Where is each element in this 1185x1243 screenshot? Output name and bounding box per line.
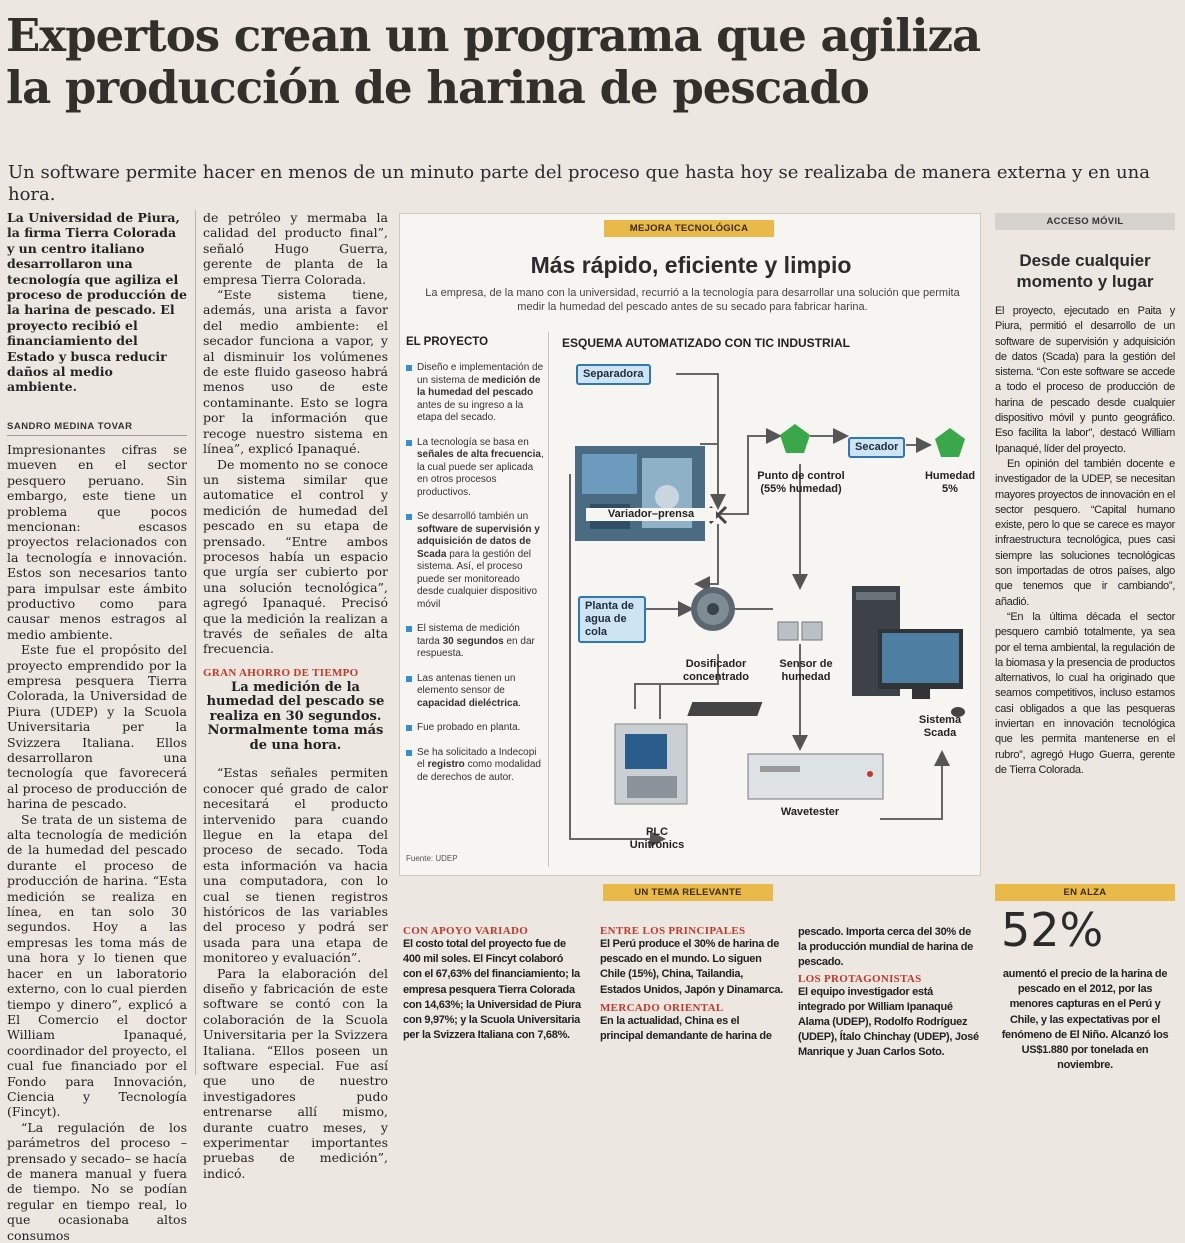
project-bullet: El sistema de medición tarda 30 segundos en dar respuesta. — [406, 623, 544, 661]
right-title: Desde cualquier momento y lugar — [1016, 251, 1154, 291]
node-plc-unitronics: PLC Unitronics — [629, 826, 685, 851]
infographic-box — [399, 213, 981, 876]
col2-paragraph: De momento no se conoce un sistema similar que automatice el control y medición de humedad del pescado en su etapa de prensado. “Entre ambos procesos había un espacio que urgía ser cubierto por una solución tecnológica”, agregó Ipanaqué. Precisó que la medición la realizan a través de señales de alta frecuencia. — [203, 456, 388, 657]
protagonistas-tag: LOS PROTAGONISTAS — [798, 972, 922, 985]
column-2-body-bottom — [203, 765, 388, 1181]
node-secador: Secador — [848, 437, 905, 458]
node-planta-agua-de-cola: Planta de agua de cola — [578, 596, 646, 643]
en-alza-block — [995, 884, 1175, 1073]
dosificador-icon — [691, 587, 735, 631]
protagonistas-text: El equipo investigador está integrado por William Ipanaqué Alama (UDEP), Rodolfo Rodríguez (UDEP), Ítalo Chinchay (UDEP), José Manrique y Juan Carlos Soto. — [798, 985, 979, 1059]
node-variador-prensa: Variador–prensa — [586, 508, 716, 521]
col1-paragraph: Impresionantes cifras se mueven en el sector pesquero peruano. Sin embargo, este tiene un problema que pocos mencionan: escasos proyectos relacionados con la tecnología e innovación. Estos son necesarios tanto para impulsar este ámbito productivo como para causar menos estragos al medio ambiente. — [7, 441, 187, 642]
tema-relevante-section — [399, 884, 981, 901]
infographic-tag: MEJORA TECNOLÓGICA — [604, 220, 774, 237]
node-dosificador: Dosificador concentrado — [682, 658, 749, 683]
right-tag: ACCESO MÓVIL — [995, 213, 1175, 230]
col1-paragraph: Este fue el propósito del proyecto emprendido por la empresa pesquera Tierra Colorada, la Universidad de Piura (UDEP) y la Scuola Universitaria per la Svizzera Italiana. Ellos desarrollaron una tecnología que favorecerá al proceso de producción de harina de pescado. — [7, 642, 187, 812]
lead-paragraph: La Universidad de Piura, la firma Tierra Colorada y un centro italiano desarrollaron una tecnología que agiliza el proceso de producción de la harina de pescado. El proyecto recibió el financiamiento del Estado y busca reducir daños al medio ambiente. — [7, 210, 187, 395]
infographic-source: Fuente: UDEP — [406, 854, 458, 863]
project-heading: EL PROYECTO — [406, 336, 489, 348]
principales-text: El Perú produce el 30% de harina de pescado en el mundo. Lo siguen Chile (15%), China, Tailandia, Estados Unidos, Japón y Dinamarca. — [600, 938, 783, 996]
node-sistema-scada: Sistema Scada — [918, 714, 962, 739]
project-bullet: Diseño e implementación de un sistema de medición de la humedad del pescado antes de su ingreso a la etapa del secado. — [406, 362, 544, 425]
en-alza-tag: EN ALZA — [995, 884, 1175, 901]
diagram-heading: ESQUEMA AUTOMATIZADO CON TIC INDUSTRIAL — [562, 336, 850, 350]
col2-paragraph: “Este sistema tiene, además, una arista a favor del medio ambiente: el secador funciona a vapor, y al disminuir los volúmenes de este fluido gaseoso habrá menos uso de este contaminante. Esto se logra por la información que recoge nuestro sistema en línea”, explicó Ipanaqué. — [203, 287, 388, 457]
apoyo-tag: CON APOYO VARIADO — [403, 925, 529, 937]
right-body — [995, 304, 1175, 778]
right-paragraph: En opinión del también docente e investigador de la UDEP, se necesitan mayores proyectos de innovación en el sector pesquero. “Capital humano existe, pero lo que se carece es mayor infraestructura tecnológica, pues casi siempre las soluciones tecnológicas son importadas de otros países, algo que tenemos que ir cambiando”, añadió. — [995, 457, 1175, 608]
principales-block — [600, 925, 785, 1044]
project-bullet: Las antenas tienen un elemento sensor de capacidad dieléctrica. — [406, 673, 544, 711]
protagonistas-block — [798, 925, 981, 1061]
column-1 — [7, 210, 187, 1243]
en-alza-text: aumentó el precio de la harina de pescado en el 2012, por las menores capturas en el Perú y Chile, y las expectativas por el fenómeno de El Niño. Alcanzó los US$1.880 por tonelada en noviembre. — [1001, 968, 1169, 1072]
right-column — [995, 213, 1175, 778]
variador-photo — [575, 446, 705, 541]
column-2-body-top — [203, 210, 388, 657]
infographic-title: Más rápido, eficiente y limpio — [530, 252, 852, 278]
project-bullet: La tecnología se basa en señales de alta frecuencia, la cual puede ser aplicada en otros procesos productivos. — [406, 437, 544, 500]
col2-paragraph: de petróleo y mermaba la calidad del producto final”, señaló Hugo Guerra, gerente de planta de la empresa Tierra Colorada. — [203, 210, 388, 287]
node-punto-de-control: Punto de control (55% humedad) — [757, 470, 845, 495]
column-1-body — [7, 442, 187, 1243]
column-divider — [195, 210, 196, 1075]
oriental-text-continued: pescado. Importa cerca del 30% de la producción mundial de harina de pescado. — [798, 926, 973, 969]
headline — [6, 10, 1181, 114]
node-sensor-humedad: Sensor de humedad — [779, 658, 833, 683]
principales-tag: ENTRE LOS PRINCIPALES — [600, 925, 746, 937]
node-separadora: Separadora — [576, 364, 651, 385]
node-humedad: Humedad 5% — [924, 470, 976, 495]
plc-device-icon — [615, 724, 687, 804]
tema-relevante-tag: UN TEMA RELEVANTE — [603, 884, 773, 901]
control-point-icon — [780, 424, 810, 453]
oriental-text: En la actualidad, China es el principal demandante de harina de — [600, 1014, 772, 1043]
headline-line-2: la producción de harina de pescado — [6, 61, 869, 114]
project-bullet: Se ha solicitado a Indecopi el registro como modalidad de derechos de autor. — [406, 747, 544, 785]
project-bullet: Se desarrolló también un software de supervisión y adquisición de datos de Scada para la gestión del sistema. Así, el proceso puede ser monitoreado desde cualquier dispositivo móvil — [406, 511, 544, 611]
pull-quote — [203, 667, 388, 754]
pull-quote-tag: GRAN AHORRO DE TIEMPO — [203, 666, 359, 679]
col2-paragraph: Para la elaboración del diseño y fabricación de este software se contó con la colaboración de la Scuola Universitaria per la Svizzera Italiana. “Ellos poseen un software especial. Fue así que uno de nuestro investigadores pudo entrenarse allí mismo, durante cuatro meses, y experimentar importantes pruebas de medición”, indicó. — [203, 965, 388, 1181]
humidity-output-icon — [935, 428, 965, 457]
wavetester-device-icon — [748, 754, 883, 799]
column-2 — [203, 210, 388, 1181]
infographic-intro: La empresa, de la mano con la universidad, recurrió a la tecnología para desarrollar una solución que permita medir la humedad del pescado antes de su secado para fabricar harina. — [425, 287, 960, 313]
col1-paragraph: “La regulación de los parámetros del proceso –prensado y secado– se hacía de manera manual y fuera de tiempo. No se podían regular en tiempo real, lo que ocasionaba altos consumos — [7, 1119, 187, 1243]
byline: SANDRO MEDINA TOVAR — [7, 421, 187, 436]
pull-quote-text: La medición de la humedad del pescado se realiza en 30 segundos. Normalmente toma más de una hora. — [206, 679, 385, 753]
col2-paragraph: “Estas señales permiten conocer qué grado de calor necesitará el producto intervenido para cuando llegue en la etapa del proceso de secado. Toda esta información va hacia una computadora, con lo cual se tienen registros históricos de las variables del proceso y podrá ser usada para una etapa de monitoreo y evaluación”. — [203, 765, 388, 966]
node-wavetester: Wavetester — [780, 806, 840, 818]
process-diagram — [400, 214, 982, 877]
col1-paragraph: Se trata de un sistema de alta tecnología de medición de la humedad del pescado durante el proceso de producción de harina. “Esta medición se realiza en línea, en tan solo 30 segundos. Hoy a las empresas les toma más de una hora y lo tienen que hacer en un laboratorio externo, con lo cual pierden tiempo y dinero”, explicó a El Comercio el doctor William Ipanaqué, coordinador del proyecto, el cual fue financiado por el Fondo para Innovación, Ciencia y Tecnología (Fincyt). — [7, 811, 187, 1120]
oriental-tag: MERCADO ORIENTAL — [600, 1001, 724, 1014]
apoyo-block — [403, 925, 583, 1043]
right-paragraph: El proyecto, ejecutado en Paita y Piura, permitió el desarrollo de un software de supervisión y adquisición de datos (Scada) para la gestión del sistema. “Con este software se accede a todo el proceso de producción de harina de pescado desde cualquier dispositivo móvil y punto geográfico. Eso facilita la labor”, destacó William Ipanaqué, líder del proyecto. — [995, 305, 1175, 455]
subhead: Un software permite hacer en menos de un minuto parte del proceso que hasta hoy se realizaba de manera externa y en una hora. — [8, 162, 1150, 205]
project-bullet: Fue probado en planta. — [406, 722, 544, 735]
headline-line-1: Expertos crean un programa que agiliza — [6, 9, 981, 62]
right-paragraph: “En la última década el sector pesquero cambió totalmente, ya sea por el tema ambiental, la regulación de la biomasa y la presencia de productos alternativos, lo cual ha originado que seamos competitivos, incluso estamos casi obligados a que las pesqueras inviertan en innovación tecnológica que les permita mantenerse en el rubro”, agregó Hugo Guerra, gerente de Tierra Colorada. — [995, 610, 1175, 776]
humidity-sensor-icon — [778, 622, 822, 640]
en-alza-figure: 52% — [1001, 903, 1104, 957]
apoyo-text: El costo total del proyecto fue de 400 mil soles. El Fincyt colaboró con el 67,63% del financiamiento; la empresa pesquera Tierra Colorada con 14,63%; la Universidad de Piura con 9,97%; y la Scuola Universitaria per la Svizzera Italiana con 7,68%. — [403, 938, 581, 1042]
